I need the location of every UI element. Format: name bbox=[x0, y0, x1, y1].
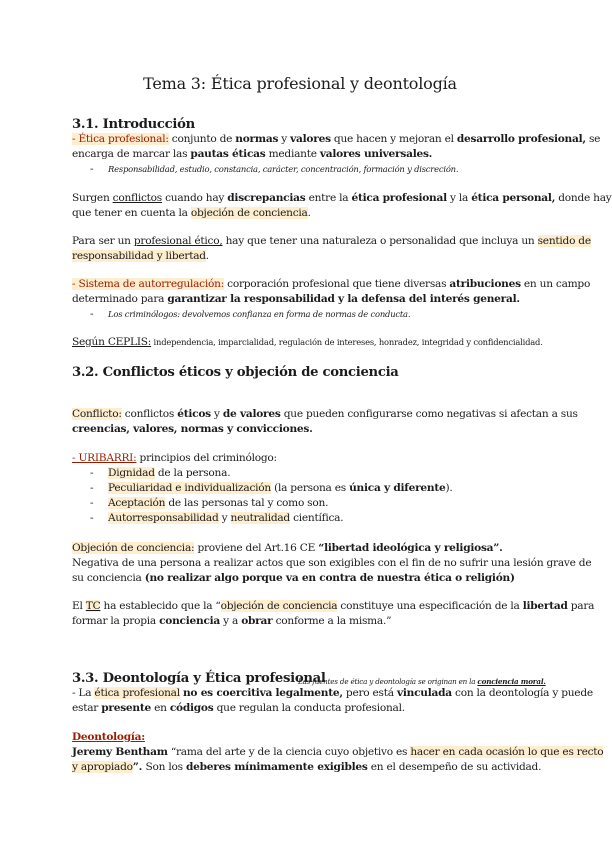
bullet-dash: - bbox=[90, 467, 94, 479]
etica-line-1: - Ética profesional: conjunto de normas y valores que hacen y mejoran el desarrollo profesional, se bbox=[72, 133, 601, 145]
bentham-line-1: Jeremy Bentham “rama del arte y de la ciencia cuyo objetivo es hacer en cada ocasión lo que es recto bbox=[72, 746, 604, 758]
conflicto-label: Conflicto: bbox=[72, 408, 122, 420]
deontologia-line-2: estar presente en códigos que regulan la conducta profesional. bbox=[72, 702, 405, 714]
page-title: Tema 3: Ética profesional y deontología bbox=[143, 74, 457, 93]
etica-line-2: encarga de marcar las pautas éticas mediante valores universales. bbox=[72, 148, 433, 160]
para-line-2: responsabilidad y libertad. bbox=[72, 250, 209, 262]
uribarri-label: - URIBARRI: bbox=[72, 452, 137, 464]
deontologia-label: Deontología: bbox=[72, 731, 145, 743]
section-heading-1: 3.1. Introducción bbox=[72, 117, 195, 132]
objecion-line: Objeción de conciencia: proviene del Art.16 CE “libertad ideológica y religiosa”. bbox=[72, 542, 503, 554]
side-note: Las fuentes de ética y deontología se originan en la conciencia moral. bbox=[298, 677, 546, 686]
deontologia-line-1: - La ética profesional no es coercitiva legalmente, pero está vinculada con la deontología y puede bbox=[72, 687, 593, 699]
conflicto-line-1: Conflicto: conflictos éticos y de valores que pueden configurarse como negativas si afectan a sus bbox=[72, 408, 578, 420]
etica-sublist: Responsabilidad, estudio, constancia, carácter, concentración, formación y discreción. bbox=[108, 164, 459, 174]
sistema-line-2: determinado para garantizar la responsabilidad y la defensa del interés general. bbox=[72, 293, 520, 305]
bullet-dash: - bbox=[90, 497, 94, 509]
negativa-line-2: su conciencia (no realizar algo porque va en contra de nuestra ética o religión) bbox=[72, 572, 515, 584]
principle-item: Autorresponsabilidad y neutralidad científica. bbox=[108, 512, 344, 524]
principle-item: Peculiaridad e individualización (la persona es única y diferente). bbox=[108, 482, 453, 494]
surgen-line-2: que tener en cuenta la objeción de conciencia. bbox=[72, 207, 311, 219]
ceplis-label: Según CEPLIS: bbox=[72, 336, 152, 348]
bullet-dash: - bbox=[90, 163, 94, 175]
bullet-dash: - bbox=[90, 512, 94, 524]
section-heading-2: 3.2. Conflictos éticos y objeción de conciencia bbox=[72, 365, 399, 380]
objecion-label: Objeción de conciencia: bbox=[72, 542, 195, 554]
tc-line-2: formar la propia conciencia y a obrar conforme a la misma.” bbox=[72, 615, 392, 627]
sistema-sublist: Los criminólogos: devolvemos confianza en forma de normas de conducta. bbox=[108, 309, 411, 319]
uribarri-line: - URIBARRI: principios del criminólogo: bbox=[72, 452, 277, 464]
bullet-dash: - bbox=[90, 308, 94, 320]
negativa-line-1: Negativa de una persona a realizar actos que son exigibles con el fin de no sufrir una lesión grave de bbox=[72, 557, 592, 569]
sistema-line-1: - Sistema de autorregulación: corporación profesional que tiene diversas atribuciones en un campo bbox=[72, 278, 591, 290]
sistema-label: - Sistema de autorregulación: bbox=[72, 278, 225, 290]
conflicto-line-2: creencias, valores, normas y convicciones. bbox=[72, 423, 313, 435]
principle-item: Aceptación de las personas tal y como son. bbox=[108, 497, 329, 509]
tc-line-1: El TC ha establecido que la “objeción de conciencia constituye una especificación de la libertad para bbox=[72, 600, 595, 612]
section-heading-3: 3.3. Deontología y Ética profesional bbox=[72, 671, 326, 686]
principle-item: Dignidad de la persona. bbox=[108, 467, 231, 479]
surgen-line-1: Surgen conflictos cuando hay discrepancias entre la ética profesional y la ética personal, donde hay bbox=[72, 192, 612, 204]
etica-label: - Ética profesional: bbox=[72, 133, 169, 145]
bullet-dash: - bbox=[90, 482, 94, 494]
bentham-line-2: y apropiado”. Son los deberes mínimamente exigibles en el desempeño de su actividad. bbox=[72, 761, 542, 773]
ceplis-line: Según CEPLIS: independencia, imparcialidad, regulación de intereses, honradez, integridad y confidencialidad. bbox=[72, 336, 543, 348]
para-line-1: Para ser un profesional ético, hay que tener una naturaleza o personalidad que incluya un sentido de bbox=[72, 235, 591, 247]
